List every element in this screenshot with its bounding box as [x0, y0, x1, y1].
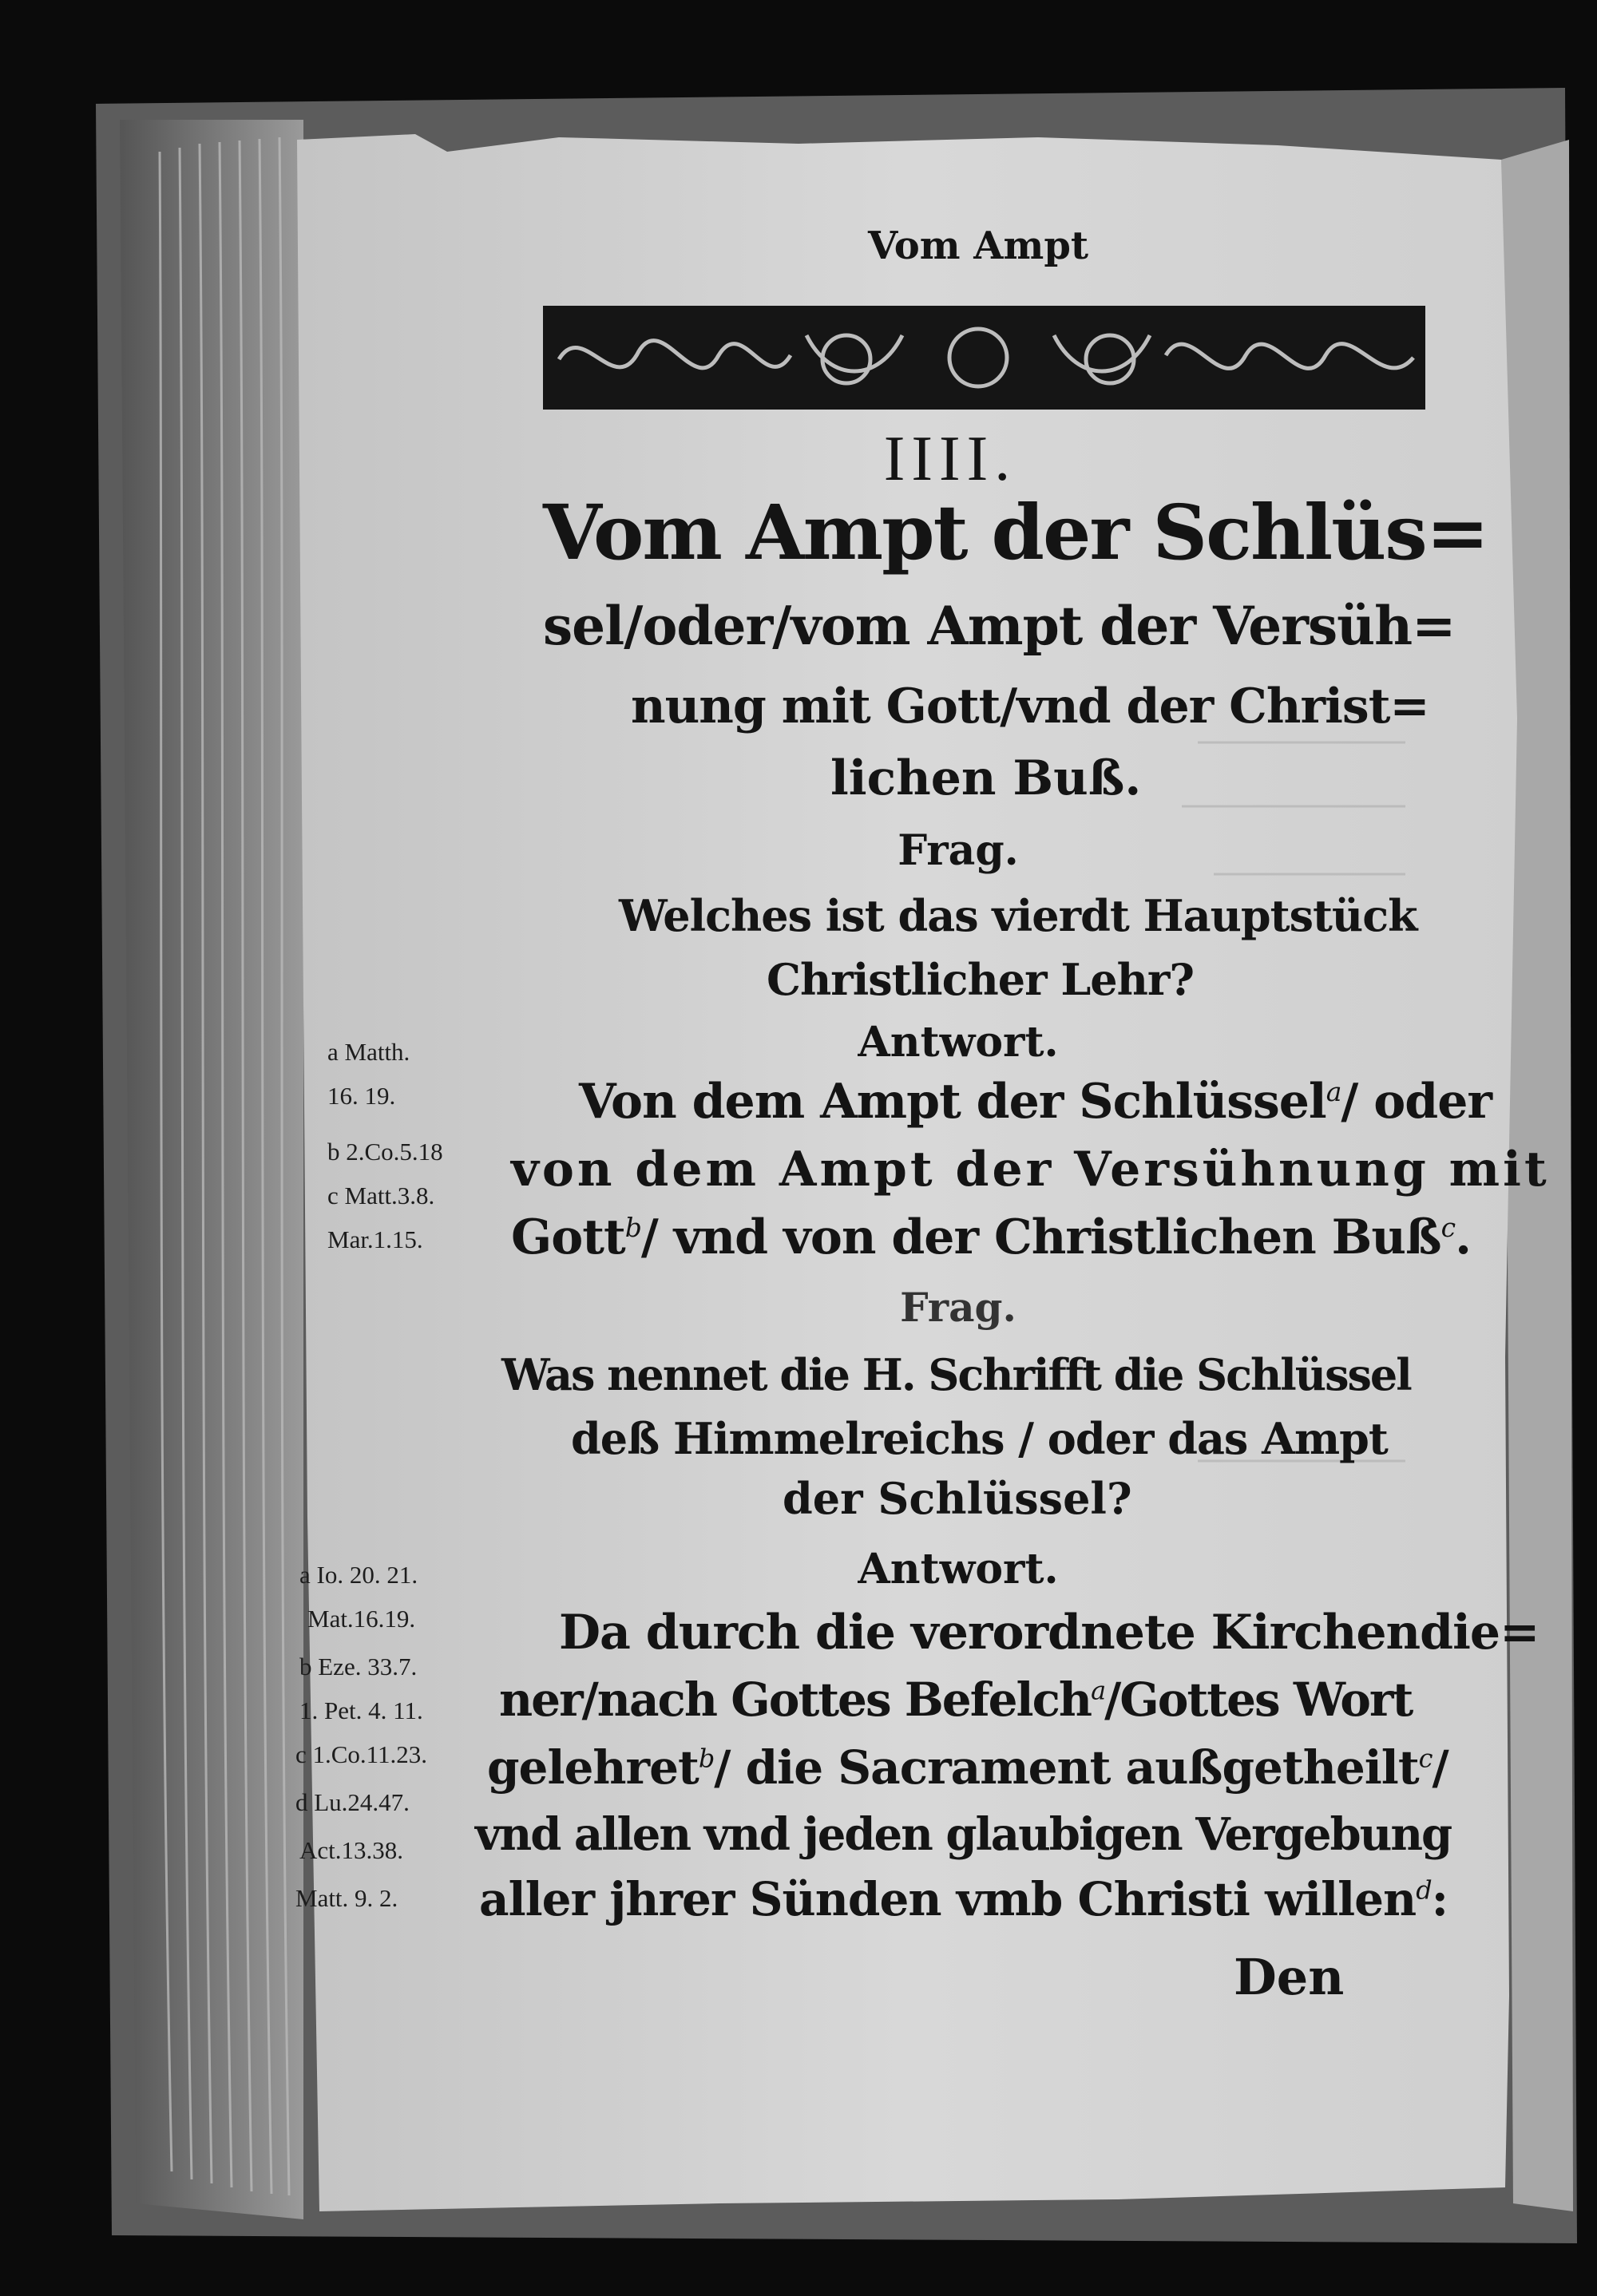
chapter-number: IIII.	[883, 424, 1017, 494]
footnote-marker: c	[1440, 1212, 1456, 1243]
answer-2-line-3	[487, 1740, 1448, 1795]
chapter-title-line-3: nung mit Gott/vnd der Christ=	[631, 679, 1429, 734]
answer-2-line-3-end: /	[1432, 1740, 1448, 1795]
head-ornament	[543, 306, 1425, 410]
answer-2-line-4: vnd allen vnd jeden glaubigen Vergebung	[475, 1808, 1452, 1861]
answer-1-line-1-text: Von dem Ampt der Schlüssel	[579, 1074, 1326, 1130]
footnote-marker: b	[698, 1743, 715, 1774]
answer-2-label: Antwort.	[858, 1545, 1059, 1593]
marginal-note: Mat.16.19.	[307, 1605, 416, 1633]
marginal-note: a Matth.	[327, 1038, 410, 1066]
question-2-line-3: der Schlüssel?	[783, 1473, 1132, 1524]
answer-2-line-5	[479, 1872, 1448, 1926]
answer-2-line-5-end: :	[1431, 1872, 1448, 1926]
page-stack-edges	[120, 120, 303, 2219]
answer-2-line-2-rest: /Gottes Wort	[1104, 1673, 1413, 1727]
answer-1-line-3	[511, 1209, 1471, 1265]
answer-1-line-1-rest: / oder	[1341, 1074, 1492, 1130]
answer-1-line-3-rest: / vnd von der Christlichen Buß	[640, 1209, 1441, 1265]
marginal-note: a Io. 20. 21.	[299, 1561, 418, 1589]
answer-1-line-3-text: Gott	[511, 1209, 625, 1265]
question-1-label: Frag.	[898, 826, 1019, 875]
answer-1-line-2: von dem Ampt der Versühnung mit	[511, 1142, 1550, 1197]
answer-2-line-3-rest: / die Sacrament außgetheilt	[714, 1740, 1419, 1795]
answer-2-line-1: Da durch die verordnete Kirchendie=	[559, 1605, 1540, 1661]
question-2-line-2: deß Himmelreichs / oder das Ampt	[571, 1413, 1388, 1464]
footnote-marker: a	[1091, 1675, 1105, 1706]
marginal-note: Act.13.38.	[299, 1836, 404, 1864]
question-1-line-2: Christlicher Lehr?	[767, 954, 1194, 1005]
question-2-label: Frag.	[900, 1284, 1016, 1331]
footnote-marker: d	[1416, 1874, 1432, 1906]
marginal-note: 1. Pet. 4. 11.	[299, 1696, 423, 1724]
marginal-note: Matt. 9. 2.	[295, 1884, 398, 1912]
answer-2-line-2-text: ner/nach Gottes Befelch	[499, 1673, 1092, 1727]
marginal-note: 16. 19.	[327, 1082, 396, 1110]
marginal-note: Mar.1.15.	[327, 1225, 423, 1253]
answer-1-label: Antwort.	[858, 1018, 1059, 1067]
chapter-title-line-2: sel/oder/vom Ampt der Versüh=	[543, 595, 1456, 657]
question-2-line-1: Was nennet die H. Schrifft die Schlüssel	[501, 1349, 1411, 1400]
answer-2-line-5-text: aller jhrer Sünden vmb Christi willen	[479, 1872, 1417, 1926]
marginal-note: b 2.Co.5.18	[327, 1138, 443, 1166]
catchword: Den	[1234, 1948, 1345, 2006]
running-head: Vom Ampt	[867, 224, 1089, 268]
footnote-marker: a	[1326, 1076, 1341, 1107]
marginal-note: c 1.Co.11.23.	[295, 1740, 428, 1768]
answer-2-line-2	[499, 1673, 1412, 1727]
answer-1-line-3-end: .	[1455, 1209, 1471, 1265]
footnote-marker: c	[1418, 1743, 1433, 1774]
marginal-note: b Eze. 33.7.	[299, 1653, 418, 1680]
chapter-title-line-1: Vom Ampt der Schlüs=	[543, 489, 1488, 577]
marginal-note: c Matt.3.8.	[327, 1182, 435, 1209]
question-1-line-1: Welches ist das vierdt Hauptstück	[619, 890, 1417, 941]
chapter-title-line-4: lichen Buß.	[830, 750, 1142, 806]
answer-2-line-3-text: gelehret	[487, 1740, 699, 1795]
answer-1-line-1	[579, 1074, 1492, 1130]
footnote-marker: b	[624, 1212, 641, 1243]
marginal-note: d Lu.24.47.	[295, 1788, 410, 1816]
